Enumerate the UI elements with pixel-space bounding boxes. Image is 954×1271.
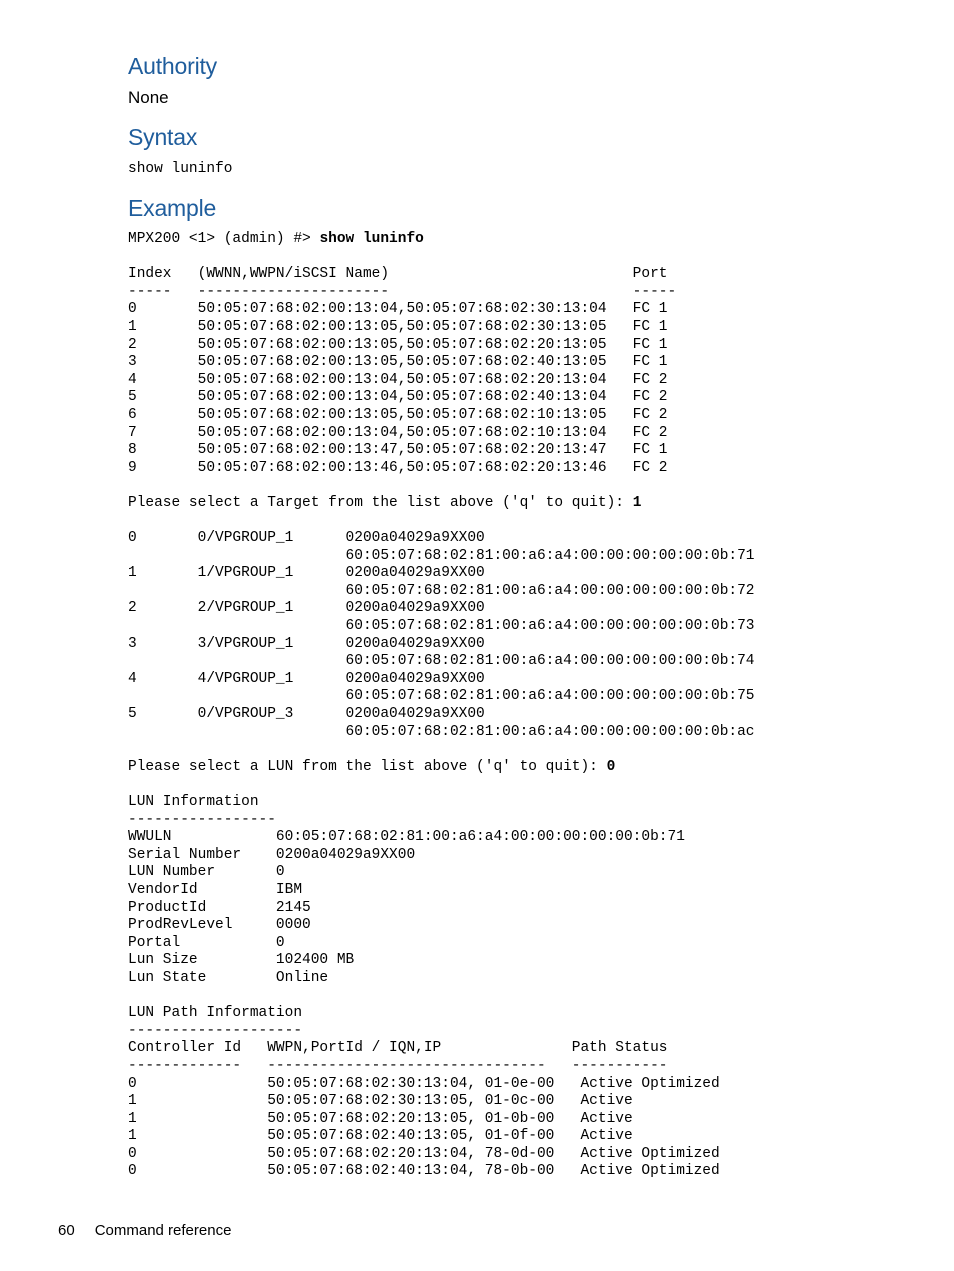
lun-info-row: LUN Number 0 xyxy=(128,864,285,881)
lun-info-row: Lun State Online xyxy=(128,969,329,986)
authority-heading: Authority xyxy=(128,53,217,79)
target-row: 3 50:05:07:68:02:00:13:05,50:05:07:68:02:40:13:05 FC 1 xyxy=(128,354,668,371)
lun-path-row: 1 50:05:07:68:02:30:13:05, 01-0c-00 Active xyxy=(128,1093,633,1110)
lun-path-header: Controller Id WWPN,PortId / IQN,IP Path Status xyxy=(128,1040,668,1057)
example-output xyxy=(128,231,755,1181)
target-row: 1 50:05:07:68:02:00:13:05,50:05:07:68:02:30:13:05 FC 1 xyxy=(128,318,668,335)
lun-path-row: 0 50:05:07:68:02:20:13:04, 78-0d-00 Active Optimized xyxy=(128,1145,720,1162)
lun-list-row: 60:05:07:68:02:81:00:a6:a4:00:00:00:00:00:0b:ac xyxy=(128,723,755,740)
target-table-header: Index (WWNN,WWPN/iSCSI Name) Port xyxy=(128,266,668,283)
page-footer xyxy=(58,1222,231,1239)
target-row: 6 50:05:07:68:02:00:13:05,50:05:07:68:02:10:13:05 FC 2 xyxy=(128,406,668,423)
target-row: 9 50:05:07:68:02:00:13:46,50:05:07:68:02:20:13:46 FC 2 xyxy=(128,459,668,476)
target-row: 0 50:05:07:68:02:00:13:04,50:05:07:68:02:30:13:04 FC 1 xyxy=(128,301,668,318)
lun-list-row: 2 2/VPGROUP_1 0200a04029a9XX00 xyxy=(128,600,485,617)
page-number: 60 xyxy=(58,1222,75,1239)
lun-list-row: 60:05:07:68:02:81:00:a6:a4:00:00:00:00:00:0b:73 xyxy=(128,618,755,635)
lun-info-title: LUN Information xyxy=(128,794,259,810)
lun-list-row: 0 0/VPGROUP_1 0200a04029a9XX00 xyxy=(128,530,485,547)
lun-path-row: 1 50:05:07:68:02:20:13:05, 01-0b-00 Active xyxy=(128,1110,633,1127)
target-prompt xyxy=(128,495,755,513)
prompt-prefix: MPX200 <1> (admin) #> xyxy=(128,231,320,247)
lun-list-row: 4 4/VPGROUP_1 0200a04029a9XX00 xyxy=(128,670,485,687)
blank-line xyxy=(128,741,755,759)
lun-info-row: ProductId 2145 xyxy=(128,899,311,916)
lun-path-row: 0 50:05:07:68:02:40:13:04, 78-0b-00 Active Optimized xyxy=(128,1163,720,1180)
target-row: 2 50:05:07:68:02:00:13:05,50:05:07:68:02:20:13:05 FC 1 xyxy=(128,336,668,353)
prompt-command: show luninfo xyxy=(319,231,424,247)
authority-text: None xyxy=(128,88,169,107)
lun-path-divider: -------------------- xyxy=(128,1022,303,1039)
footer-section-title: Command reference xyxy=(94,1222,232,1239)
lun-path-title: LUN Path Information xyxy=(128,1005,303,1022)
blank-line xyxy=(128,776,755,794)
syntax-command-line: show luninfo xyxy=(128,161,233,177)
lun-list-row: 60:05:07:68:02:81:00:a6:a4:00:00:00:00:00:0b:72 xyxy=(128,582,755,599)
lun-info-row: ProdRevLevel 0000 xyxy=(128,917,311,934)
lun-list-row: 3 3/VPGROUP_1 0200a04029a9XX00 xyxy=(128,635,485,652)
lun-list-row: 60:05:07:68:02:81:00:a6:a4:00:00:00:00:00:0b:74 xyxy=(128,653,755,670)
target-row: 5 50:05:07:68:02:00:13:04,50:05:07:68:02:40:13:04 FC 2 xyxy=(128,389,668,406)
lun-info-row: Serial Number 0200a04029a9XX00 xyxy=(128,846,416,863)
syntax-command xyxy=(128,161,232,179)
target-prompt-answer: 1 xyxy=(632,494,642,511)
blank-line xyxy=(128,249,755,267)
lun-path-row: 1 50:05:07:68:02:40:13:05, 01-0f-00 Active xyxy=(128,1128,633,1145)
syntax-heading: Syntax xyxy=(128,124,198,150)
lun-prompt-answer: 0 xyxy=(606,758,616,775)
blank-line xyxy=(128,513,755,531)
target-prompt-text: Please select a Target from the list above ('q' to quit): xyxy=(128,494,633,511)
lun-path-header-divider: ------------- -------------------------------- ----------- xyxy=(128,1057,668,1074)
target-row: 7 50:05:07:68:02:00:13:04,50:05:07:68:02:10:13:04 FC 2 xyxy=(128,424,668,441)
target-row: 4 50:05:07:68:02:00:13:04,50:05:07:68:02:20:13:04 FC 2 xyxy=(128,371,668,388)
example-heading: Example xyxy=(128,195,217,221)
lun-list-row: 60:05:07:68:02:81:00:a6:a4:00:00:00:00:00:0b:71 xyxy=(128,547,755,564)
lun-list-row: 60:05:07:68:02:81:00:a6:a4:00:00:00:00:00:0b:75 xyxy=(128,688,755,705)
lun-info-row: WWULN 60:05:07:68:02:81:00:a6:a4:00:00:00:00:00:0b:71 xyxy=(128,829,685,846)
lun-info-divider: ----------------- xyxy=(128,811,276,828)
lun-info-row: Lun Size 102400 MB xyxy=(128,952,355,969)
lun-info-row: VendorId IBM xyxy=(128,881,303,898)
lun-info-row: Portal 0 xyxy=(128,934,285,951)
lun-list-row: 1 1/VPGROUP_1 0200a04029a9XX00 xyxy=(128,565,485,582)
lun-prompt-text: Please select a LUN from the list above ('q' to quit): xyxy=(128,758,607,775)
blank-line xyxy=(128,477,755,495)
lun-path-row: 0 50:05:07:68:02:30:13:04, 01-0e-00 Active Optimized xyxy=(128,1075,720,1092)
target-row: 8 50:05:07:68:02:00:13:47,50:05:07:68:02:20:13:47 FC 1 xyxy=(128,442,668,459)
blank-line xyxy=(128,988,755,1006)
prompt-line xyxy=(128,231,755,249)
lun-list-row: 5 0/VPGROUP_3 0200a04029a9XX00 xyxy=(128,706,485,723)
lun-prompt xyxy=(128,759,755,777)
target-table-divider: ----- ---------------------- ----- xyxy=(128,283,677,300)
